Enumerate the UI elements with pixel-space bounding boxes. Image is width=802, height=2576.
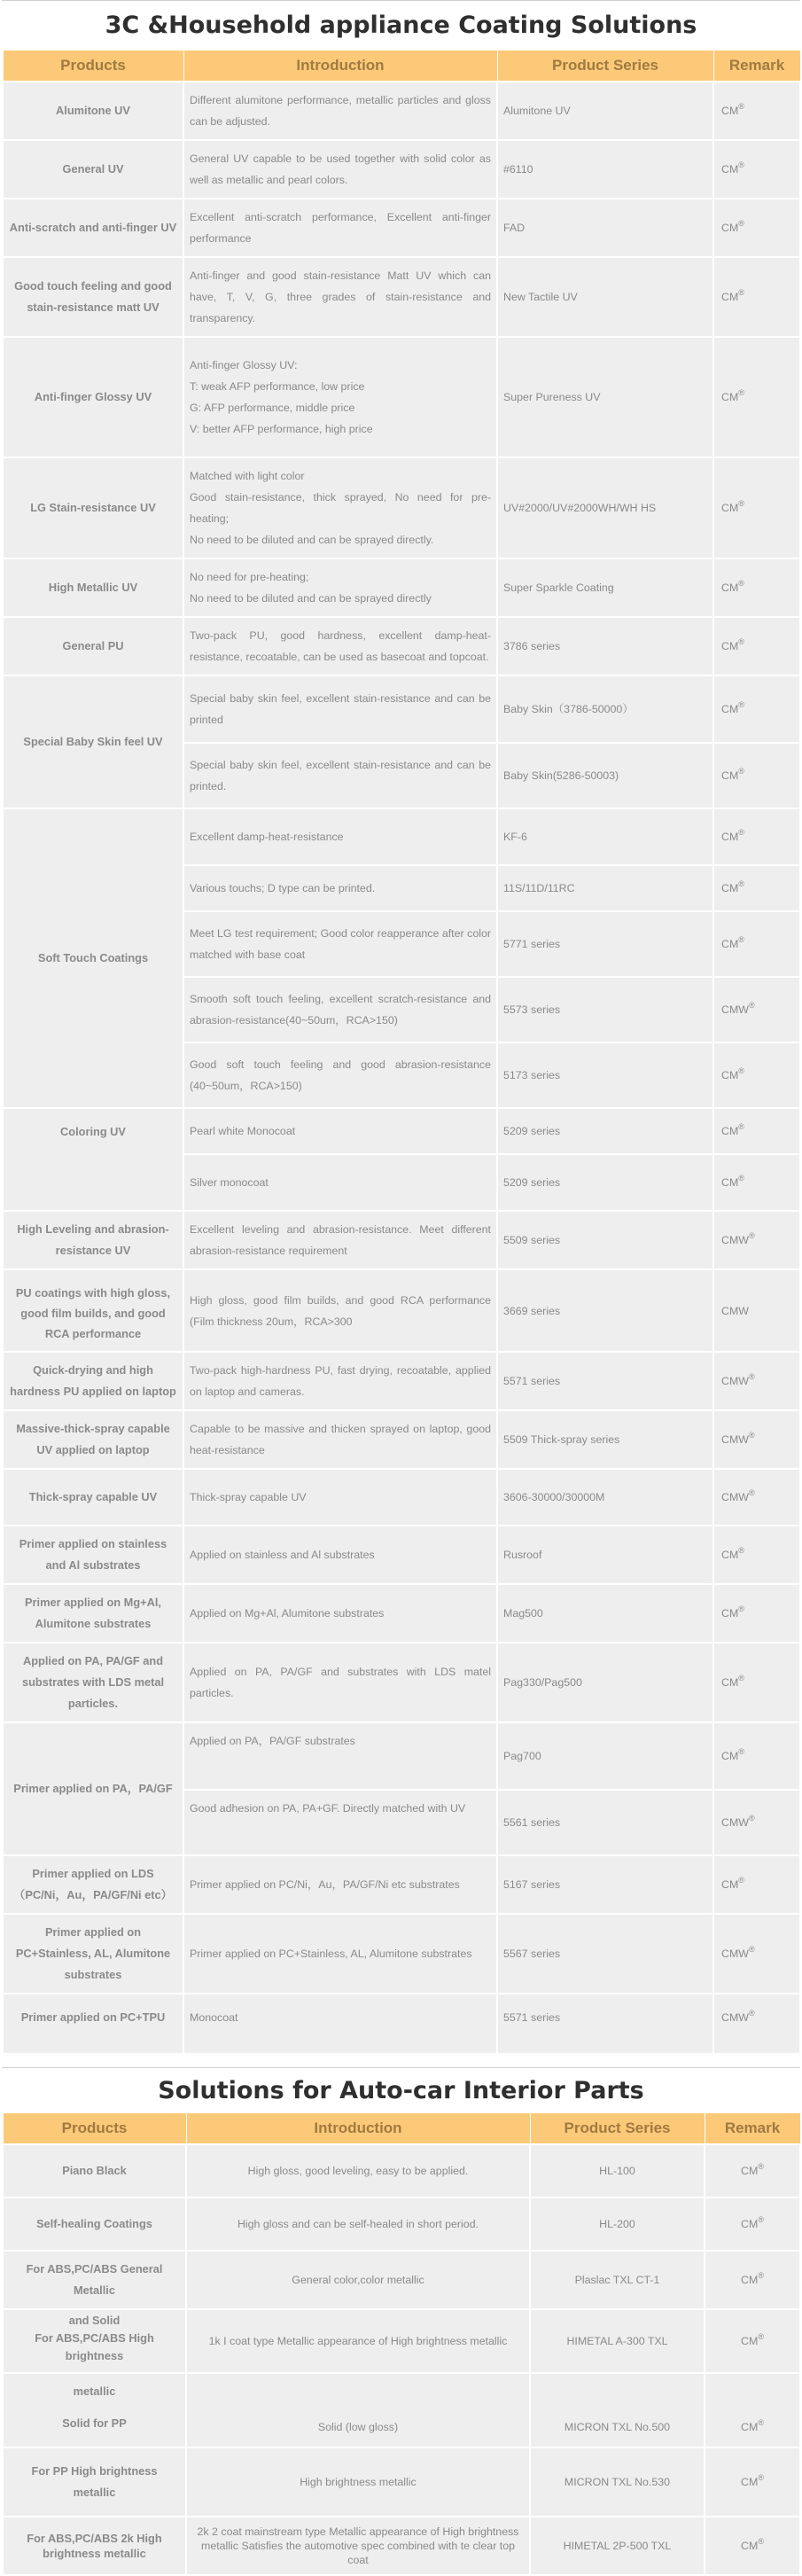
registered-mark: ® xyxy=(738,767,744,776)
registered-mark: ® xyxy=(738,579,744,588)
product-name: PU coatings with high gloss, good film builds, and good RCA performance xyxy=(3,1269,183,1352)
product-intro: Silver monocoat xyxy=(183,1154,497,1211)
product-name: Primer applied on PA，PA/GF xyxy=(3,1722,183,1855)
section-title-3c: 3C &Household appliance Coating Solutions xyxy=(105,12,697,39)
table-row xyxy=(3,558,800,617)
product-intro: High gloss and can be self-healed in short period. xyxy=(186,2197,530,2251)
intro-line: Matched with light color xyxy=(190,470,305,482)
remark-cell xyxy=(713,1352,800,1410)
remark-text: CM xyxy=(721,222,739,234)
remark-text: CM xyxy=(721,769,739,782)
product-name: For ABS,PC/ABS 2k High brightness metallic xyxy=(3,2517,186,2575)
product-name: Piano Black xyxy=(3,2144,186,2197)
registered-mark: ® xyxy=(738,1674,744,1682)
table-row xyxy=(3,617,800,675)
product-intro: 1k I coat type Metallic appearance of High brightness metallic xyxy=(186,2309,530,2373)
intro-line: No need to be diluted and can be sprayed directly xyxy=(190,592,432,605)
product-series: New Tactile UV xyxy=(497,257,713,337)
table-row xyxy=(3,1994,800,2054)
registered-mark: ® xyxy=(738,828,744,837)
product-series: Plaslac TXL CT-1 xyxy=(530,2251,705,2309)
product-series: 5509 Thick-spray series xyxy=(497,1410,713,1469)
product-series: 5573 series xyxy=(497,977,713,1042)
table-auto-interior xyxy=(2,2112,801,2576)
product-intro: Excellent damp-heat-resistance xyxy=(183,808,497,865)
remark-cell xyxy=(705,2309,800,2373)
registered-mark: ® xyxy=(758,2418,764,2427)
product-intro: Special baby skin feel, excellent stain-resistance and can be printed xyxy=(183,675,497,743)
registered-mark: ® xyxy=(738,1174,744,1183)
product-name: LG Stain-resistance UV xyxy=(3,457,183,558)
remark-cell xyxy=(713,1855,800,1914)
product-series: 5567 series xyxy=(497,1914,713,1994)
product-series: #6110 xyxy=(497,140,713,199)
product-series: Mag500 xyxy=(497,1584,713,1643)
registered-mark: ® xyxy=(738,102,744,111)
product-series: 3786 series xyxy=(497,617,713,675)
remark-text: CM xyxy=(721,582,739,594)
remark-cell xyxy=(713,558,800,617)
product-name: Primer applied on PC+Stainless, AL, Alumitone substrates xyxy=(3,1914,183,1994)
table-row xyxy=(3,82,800,140)
remark-text: CMW xyxy=(721,2011,749,2024)
header-products: Products xyxy=(3,2113,186,2145)
product-intro: Smooth soft touch feeling, excellent scratch-resistance and abrasion-resistance(40~50um，RCA>150) xyxy=(183,977,497,1042)
remark-cell xyxy=(713,1154,800,1211)
product-intro: Solid (low gloss) xyxy=(186,2373,530,2447)
product-intro: Good adhesion on PA, PA+GF. Directly matched with UV xyxy=(183,1790,497,1855)
remark-text: CM xyxy=(721,640,739,652)
product-intro: Capable to be massive and thicken sprayed on laptop, good heat-resistance xyxy=(183,1410,497,1469)
product-intro: Primer applied on PC+Stainless, AL, Alumitone substrates xyxy=(183,1914,497,1994)
product-series: 5571 series xyxy=(497,1994,713,2054)
remark-cell xyxy=(713,675,800,743)
table-header-row xyxy=(3,51,800,82)
remark-cell xyxy=(713,1790,800,1855)
product-name xyxy=(3,2373,186,2447)
remark-cell xyxy=(713,1211,800,1269)
product-intro: Two-pack PU, good hardness, excellent damp-heat-resistance, recoatable, can be used as basecoat and topcoat. xyxy=(183,617,497,675)
remark-text: CM xyxy=(721,105,739,117)
table-row xyxy=(3,1855,800,1914)
remark-cell xyxy=(713,1410,800,1469)
product-series: Super Pureness UV xyxy=(497,337,713,457)
registered-mark: ® xyxy=(738,935,744,944)
product-intro xyxy=(186,2517,530,2575)
remark-cell xyxy=(713,1994,800,2054)
product-intro: Different alumitone performance, metallic particles and gloss can be adjusted. xyxy=(183,82,497,140)
registered-mark: ® xyxy=(748,1372,755,1381)
header-introduction: Introduction xyxy=(183,51,497,82)
registered-mark: ® xyxy=(758,2162,764,2171)
remark-cell xyxy=(713,743,800,808)
product-series: 5173 series xyxy=(497,1042,713,1108)
remark-text: CM xyxy=(721,502,739,514)
product-series: UV#2000/UV#2000WH/WH HS xyxy=(497,457,713,558)
table-row xyxy=(3,1722,800,1790)
registered-mark: ® xyxy=(748,1431,755,1440)
registered-mark: ® xyxy=(738,637,744,646)
product-intro: Various touchs; D type can be printed. xyxy=(183,865,497,911)
intro-line: 2k 2 coat mainstream type Metallic appearance of High brightness xyxy=(197,2525,519,2538)
table-row xyxy=(3,2517,800,2575)
remark-cell xyxy=(705,2373,800,2447)
registered-mark: ® xyxy=(738,1747,744,1756)
remark-cell xyxy=(705,2447,800,2517)
table-row xyxy=(3,1108,800,1154)
remark-text: CM xyxy=(721,1676,739,1689)
remark-cell xyxy=(705,2251,800,2309)
product-intro: Applied on PA, PA/GF and substrates with LDS matel particles. xyxy=(183,1643,497,1722)
table-row xyxy=(3,1410,800,1469)
registered-mark: ® xyxy=(748,1231,755,1240)
product-name: High Metallic UV xyxy=(3,558,183,617)
remark-cell xyxy=(713,82,800,140)
header-product-series: Product Series xyxy=(497,51,713,82)
product-intro: Excellent anti-scratch performance, Excellent anti-finger performance xyxy=(183,199,497,257)
remark-text: CMW xyxy=(721,1816,749,1829)
product-series: MICRON TXL No.500 xyxy=(530,2373,705,2447)
product-series: Super Sparkle Coating xyxy=(497,558,713,617)
product-name: Special Baby Skin feel UV xyxy=(3,675,183,808)
product-series: 5571 series xyxy=(497,1352,713,1410)
product-series: FAD xyxy=(497,199,713,257)
remark-text: CM xyxy=(741,2335,759,2347)
table-row xyxy=(3,199,800,257)
remark-text: CM xyxy=(721,1176,739,1189)
registered-mark: ® xyxy=(758,2332,764,2341)
product-series: Alumitone UV xyxy=(497,82,713,140)
remark-text: CM xyxy=(721,163,739,176)
registered-mark: ® xyxy=(738,288,744,297)
remark-text: CM xyxy=(721,291,739,303)
product-name: Anti-finger Glossy UV xyxy=(3,337,183,457)
registered-mark: ® xyxy=(758,2473,764,2482)
product-name: Alumitone UV xyxy=(3,82,183,140)
product-series: HL-100 xyxy=(530,2144,705,2197)
product-series: Pag330/Pag500 xyxy=(497,1643,713,1722)
registered-mark: ® xyxy=(738,1876,744,1885)
product-name-line: For ABS,PC/ABS High brightness xyxy=(35,2331,154,2362)
registered-mark: ® xyxy=(738,1066,744,1075)
product-intro: Anti-finger and good stain-resistance Matt UV which can have, T, V, G, three grades of stain-resistance and transparency. xyxy=(183,257,497,337)
product-name: General PU xyxy=(3,617,183,675)
registered-mark: ® xyxy=(738,219,744,228)
table-row xyxy=(3,1469,800,1526)
product-intro: Pearl white Monocoat xyxy=(183,1108,497,1154)
product-series: Rusroof xyxy=(497,1526,713,1584)
product-series: 5509 series xyxy=(497,1211,713,1269)
product-name: Primer applied on Mg+Al, Alumitone substrates xyxy=(3,1584,183,1643)
registered-mark: ® xyxy=(738,1604,744,1613)
product-series: HIMETAL A-300 TXL xyxy=(530,2309,705,2373)
remark-cell xyxy=(713,1643,800,1722)
product-name-line: metallic xyxy=(73,2385,116,2398)
registered-mark: ® xyxy=(738,700,744,709)
product-name: Primer applied on stainless and Al substrates xyxy=(3,1526,183,1584)
product-name-line: Solid for PP xyxy=(62,2416,127,2430)
product-series: 5209 series xyxy=(497,1154,713,1211)
product-name: Thick-spray capable UV xyxy=(3,1469,183,1526)
product-series: Pag700 xyxy=(497,1722,713,1790)
product-intro: Special baby skin feel, excellent stain-resistance and can be printed. xyxy=(183,743,497,808)
table-row xyxy=(3,808,800,865)
remark-cell xyxy=(713,457,800,558)
remark-cell xyxy=(713,911,800,977)
remark-text: CMW xyxy=(721,1433,749,1446)
registered-mark: ® xyxy=(748,1814,755,1823)
registered-mark: ® xyxy=(738,879,744,888)
table-row xyxy=(3,2144,800,2197)
product-name: For PP High brightness metallic xyxy=(3,2447,186,2517)
registered-mark: ® xyxy=(758,2271,764,2280)
remark-text: CMW xyxy=(721,1948,749,1960)
product-series: 5209 series xyxy=(497,1108,713,1154)
header-remark: Remark xyxy=(705,2113,800,2145)
registered-mark: ® xyxy=(738,1122,744,1131)
product-intro: High gloss, good film builds, and good RCA performance (Film thickness 20um，RCA>300 xyxy=(183,1269,497,1352)
product-intro: Meet LG test requirement; Good color reapperance after color matched with base coat xyxy=(183,911,497,977)
remark-text: CM xyxy=(721,391,739,403)
remark-cell xyxy=(713,1526,800,1584)
remark-text: CMW xyxy=(721,1304,749,1317)
table-row xyxy=(3,1643,800,1722)
product-intro: Excellent leveling and abrasion-resistance. Meet different abrasion-resistance requirement xyxy=(183,1211,497,1269)
table-row xyxy=(3,257,800,337)
product-intro xyxy=(183,337,497,457)
remark-text: CM xyxy=(721,1750,739,1762)
table-row xyxy=(3,1269,800,1352)
product-intro: High brightness metallic xyxy=(186,2447,530,2517)
registered-mark: ® xyxy=(748,1001,755,1010)
intro-line: No need for pre-heating; xyxy=(190,571,309,583)
remark-cell xyxy=(705,2144,800,2197)
remark-text: CMW xyxy=(721,1234,749,1246)
header-remark: Remark xyxy=(713,51,800,82)
product-series: 11S/11D/11RC xyxy=(497,865,713,911)
intro-line: V: better AFP performance, high price xyxy=(190,423,373,435)
table-row xyxy=(3,1584,800,1643)
table-header-row xyxy=(3,2113,800,2145)
remark-cell xyxy=(713,1469,800,1526)
section-title-auto: Solutions for Auto-car Interior Parts xyxy=(158,2076,644,2104)
remark-cell xyxy=(705,2517,800,2575)
intro-line: T: weak AFP performance, low price xyxy=(190,380,365,393)
remark-cell xyxy=(713,257,800,337)
remark-cell xyxy=(713,1108,800,1154)
product-intro: Two-pack high-hardness PU, fast drying, recoatable, applied on laptop and cameras. xyxy=(183,1352,497,1410)
remark-text: CM xyxy=(721,938,739,950)
product-intro: Applied on stainless and Al substrates xyxy=(183,1526,497,1584)
remark-cell xyxy=(713,617,800,675)
table-row xyxy=(3,2373,800,2447)
product-series: 5167 series xyxy=(497,1855,713,1914)
table-row xyxy=(3,1914,800,1994)
table-row xyxy=(3,2309,800,2373)
remark-cell xyxy=(713,140,800,199)
table-row xyxy=(3,2447,800,2517)
table-row xyxy=(3,1526,800,1584)
intro-line: No need to be diluted and can be sprayed directly. xyxy=(190,534,434,546)
remark-cell xyxy=(713,808,800,865)
product-name: Primer applied on LDS（PC/Ni，Au，PA/GF/Ni etc） xyxy=(3,1855,183,1914)
product-name: Good touch feeling and good stain-resistance matt UV xyxy=(3,257,183,337)
product-series: MICRON TXL No.530 xyxy=(530,2447,705,2517)
remark-text: CM xyxy=(741,2540,759,2552)
header-products: Products xyxy=(3,51,183,82)
remark-cell xyxy=(713,1584,800,1643)
remark-cell xyxy=(713,865,800,911)
product-intro: Primer applied on PC/Ni，Au，PA/GF/Ni etc substrates xyxy=(183,1855,497,1914)
intro-line: Anti-finger Glossy UV: xyxy=(190,359,298,371)
product-name: High Leveling and abrasion-resistance UV xyxy=(3,1211,183,1269)
remark-cell xyxy=(713,337,800,457)
product-name: Primer applied on PC+TPU xyxy=(3,1994,183,2054)
remark-cell xyxy=(705,2197,800,2251)
registered-mark: ® xyxy=(738,499,744,508)
product-intro: High gloss, good leveling, easy to be applied. xyxy=(186,2144,530,2197)
product-intro: General color,color metallic xyxy=(186,2251,530,2309)
product-intro: Applied on Mg+Al, Alumitone substrates xyxy=(183,1584,497,1643)
header-product-series: Product Series xyxy=(530,2113,705,2145)
remark-text: CM xyxy=(741,2274,759,2286)
remark-cell xyxy=(713,1914,800,1994)
table-row xyxy=(3,140,800,199)
product-name: Soft Touch Coatings xyxy=(3,808,183,1108)
product-intro: Applied on PA，PA/GF substrates xyxy=(183,1722,497,1790)
remark-cell xyxy=(713,1269,800,1352)
remark-cell xyxy=(713,199,800,257)
table-row xyxy=(3,337,800,457)
registered-mark: ® xyxy=(758,2537,764,2546)
table-3c-coatings xyxy=(2,50,801,2055)
product-series: KF-6 xyxy=(497,808,713,865)
registered-mark: ® xyxy=(738,160,744,169)
remark-text: CM xyxy=(721,1878,739,1891)
product-name: Quick-drying and high hardness PU applied on laptop xyxy=(3,1352,183,1410)
remark-text: CM xyxy=(721,703,739,715)
table-row xyxy=(3,1352,800,1410)
table-row xyxy=(3,1211,800,1269)
registered-mark: ® xyxy=(738,1546,744,1555)
product-name: Coloring UV xyxy=(3,1108,183,1211)
registered-mark: ® xyxy=(748,1488,755,1497)
remark-cell xyxy=(713,977,800,1042)
product-name xyxy=(3,2309,186,2373)
product-name: Massive-thick-spray capable UV applied on laptop xyxy=(3,1410,183,1469)
header-introduction: Introduction xyxy=(186,2113,530,2145)
product-intro: General UV capable to be used together with solid color as well as metallic and pearl colors. xyxy=(183,140,497,199)
remark-text: CMW xyxy=(721,1003,749,1016)
remark-cell xyxy=(713,1722,800,1790)
product-series: Baby Skin(5286-50003) xyxy=(497,743,713,808)
product-name: General UV xyxy=(3,140,183,199)
remark-text: CMW xyxy=(721,1491,749,1503)
product-name-line: and Solid xyxy=(68,2314,121,2327)
remark-text: CM xyxy=(721,831,739,843)
remark-text: CM xyxy=(741,2476,759,2488)
remark-cell xyxy=(713,1042,800,1108)
product-intro xyxy=(183,558,497,617)
product-series: 5771 series xyxy=(497,911,713,977)
product-intro: Monocoat xyxy=(183,1994,497,2054)
product-name: For ABS,PC/ABS General Metallic xyxy=(3,2251,186,2309)
product-series: 3669 series xyxy=(497,1269,713,1352)
table-row xyxy=(3,2251,800,2309)
remark-text: CM xyxy=(721,1549,739,1561)
product-name: Applied on PA, PA/GF and substrates with LDS metal particles. xyxy=(3,1643,183,1722)
registered-mark: ® xyxy=(748,1945,755,1954)
remark-text: CM xyxy=(741,2421,759,2433)
product-series: 5561 series xyxy=(497,1790,713,1855)
registered-mark: ® xyxy=(738,388,744,397)
product-intro: Good soft touch feeling and good abrasion-resistance (40~50um，RCA>150) xyxy=(183,1042,497,1108)
intro-line: metallic Satisfies the automotive spec combined with te clear top coat xyxy=(201,2540,515,2566)
table-row xyxy=(3,2197,800,2251)
remark-text: CM xyxy=(721,1125,739,1137)
product-series: HL-200 xyxy=(530,2197,705,2251)
table-row xyxy=(3,675,800,743)
product-name: Anti-scratch and anti-finger UV xyxy=(3,199,183,257)
table-row xyxy=(3,457,800,558)
remark-text: CM xyxy=(721,1607,739,1620)
product-series: 3606-30000/30000M xyxy=(497,1469,713,1526)
product-name: Self-healing Coatings xyxy=(3,2197,186,2251)
remark-text: CM xyxy=(721,882,739,894)
intro-line: G: AFP performance, middle price xyxy=(190,402,355,414)
remark-text: CM xyxy=(741,2218,759,2230)
remark-text: CM xyxy=(741,2165,759,2177)
registered-mark: ® xyxy=(748,2009,755,2018)
registered-mark: ® xyxy=(758,2215,764,2224)
product-intro xyxy=(183,457,497,558)
remark-text: CMW xyxy=(721,1375,749,1387)
product-series: Baby Skin（3786-50000） xyxy=(497,675,713,743)
intro-line: Good stain-resistance, thick sprayed, No need for pre-heating; xyxy=(190,491,491,525)
product-intro: Thick-spray capable UV xyxy=(183,1469,497,1526)
remark-text: CM xyxy=(721,1069,739,1081)
product-series: HIMETAL 2P-500 TXL xyxy=(530,2517,705,2575)
